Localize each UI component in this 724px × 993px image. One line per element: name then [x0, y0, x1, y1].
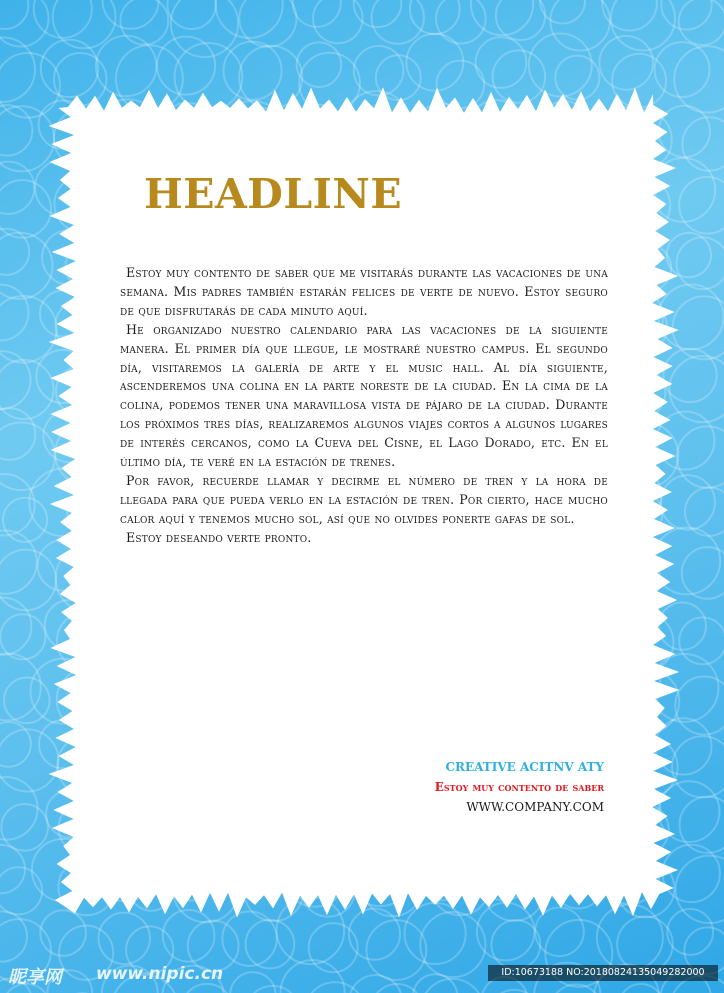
letter-body	[120, 264, 608, 548]
watermark-logo: 昵享网	[8, 967, 62, 988]
footer-tagline: CREATIVE ACITNV ATY	[445, 760, 604, 774]
paragraph-3: Por favor, recuerde llamar y decirme el número de tren y la hora de llegada para que pueda verlo en la estación de tren. Por cierto, hace mucho calor aquí y tenemos mucho sol, así que no olvides ponerte gafas de sol.	[120, 472, 608, 526]
footer-website: WWW.COMPANY.COM	[466, 800, 604, 814]
footer-block	[435, 757, 604, 817]
footer-subtitle: Estoy muy contento de saber	[434, 780, 604, 794]
headline: HEADLINE	[144, 170, 403, 218]
paragraph-1: Estoy muy contento de saber que me visitarás durante las vacaciones de una semana. Mis padres también estarán felices de verte de nuevo. Estoy seguro de que disfrutarás de cada minuto aquí.	[120, 265, 608, 318]
watermark-url: www.nipic.cn	[96, 964, 224, 984]
paragraph-2: He organizado nuestro calendario para las vacaciones de la siguiente manera. El primer día que llegue, le mostraré nuestro campus. El segundo día, visitaremos la galería de arte y el music hall. Al día siguiente, ascenderemos una colina en la parte noreste de la ciudad. En la cima de la colina, podemos tener una maravillosa vista de pájaro de la ciudad. Durante los próximos tres días, realizaremos algunos viajes cortos a algunos lugares de interés cercanos, como la Cueva del Cisne, el Lago Dorado, etc. En el último día, te veré en la estación de trenes.	[120, 321, 608, 470]
watermark-id: ID:10673188 NO:20180824135049282000	[488, 965, 718, 981]
paragraph-4: Estoy deseando verte pronto.	[126, 529, 312, 545]
